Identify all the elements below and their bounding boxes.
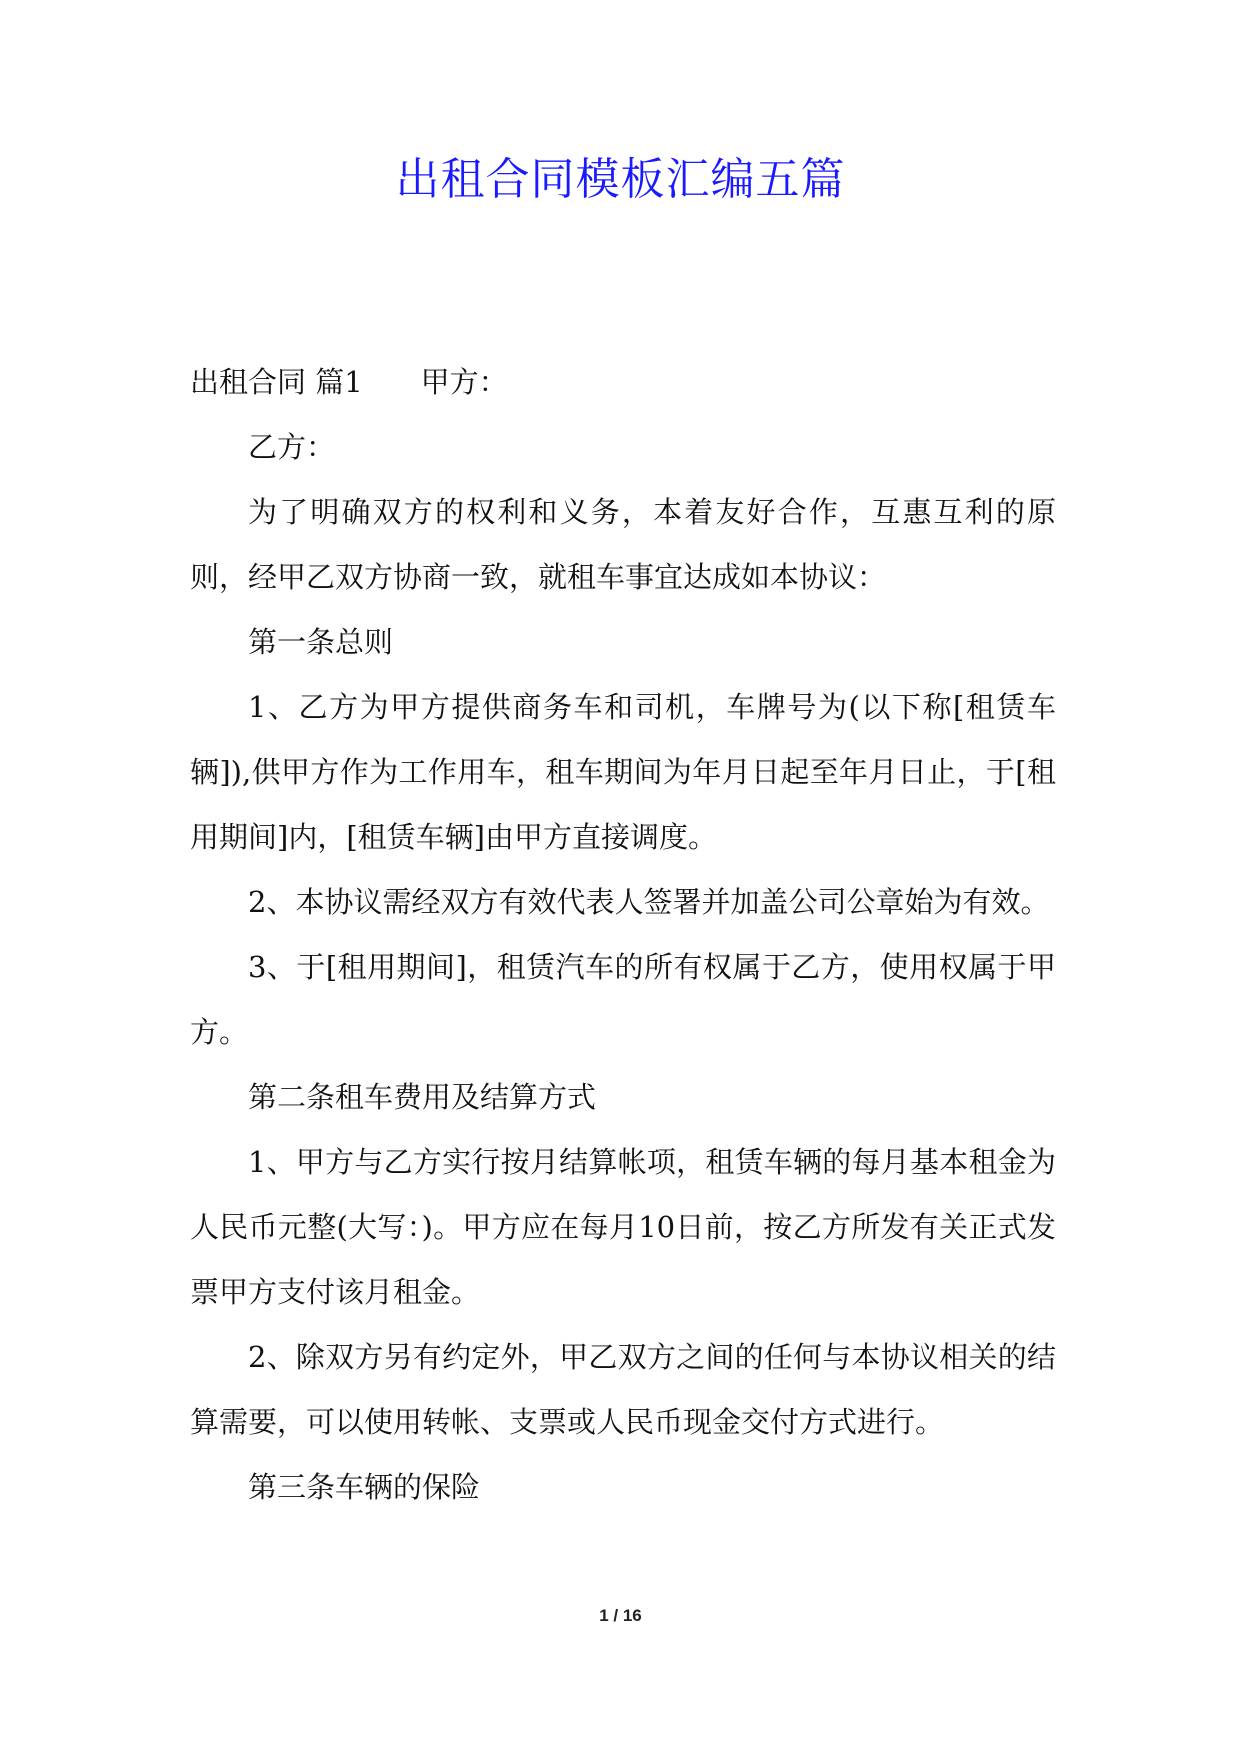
section-heading-label: 出租合同 篇1 — [190, 365, 363, 399]
article-2-clause-2: 2、除双方另有约定外，甲乙双方之间的任何与本协议相关的结算需要，可以使用转帐、支票或人民币现金交付方式进行。 — [190, 1340, 1056, 1439]
article-1-clause-3: 3、于[租用期间]，租赁汽车的所有权属于乙方，使用权属于甲方。 — [190, 950, 1056, 1049]
article-1-clause-2: 2、本协议需经双方有效代表人签署并加盖公司公章始为有效。 — [248, 885, 1050, 919]
section-heading — [190, 350, 1056, 415]
page-number: 1 / 16 — [599, 1606, 642, 1625]
article-1-clause-1: 1、乙方为甲方提供商务车和司机，车牌号为(以下称[租赁车辆]),供甲方作为工作用车，租车期间为年月日起至年月日止，于[租用期间]内，[租赁车辆]由甲方直接调度。 — [190, 690, 1056, 854]
article-2-heading: 第二条租车费用及结算方式 — [248, 1080, 597, 1114]
document-body — [190, 350, 1056, 1520]
article-1-heading: 第一条总则 — [248, 625, 394, 659]
paragraph-preamble: 为了明确双方的权利和义务，本着友好合作，互惠互利的原则，经甲乙双方协商一致，就租车事宜达成如本协议： — [190, 495, 1056, 594]
paragraph-party-b: 乙方： — [248, 430, 336, 464]
article-2-clause-1: 1、甲方与乙方实行按月结算帐项，租赁车辆的每月基本租金为人民币元整(大写：)。甲方应在每月10日前，按乙方所发有关正式发票甲方支付该月租金。 — [190, 1145, 1056, 1309]
document-title: 出租合同模板汇编五篇 — [395, 154, 846, 205]
article-3-heading: 第三条车辆的保险 — [248, 1470, 481, 1504]
party-a-label: 甲方： — [420, 365, 508, 399]
